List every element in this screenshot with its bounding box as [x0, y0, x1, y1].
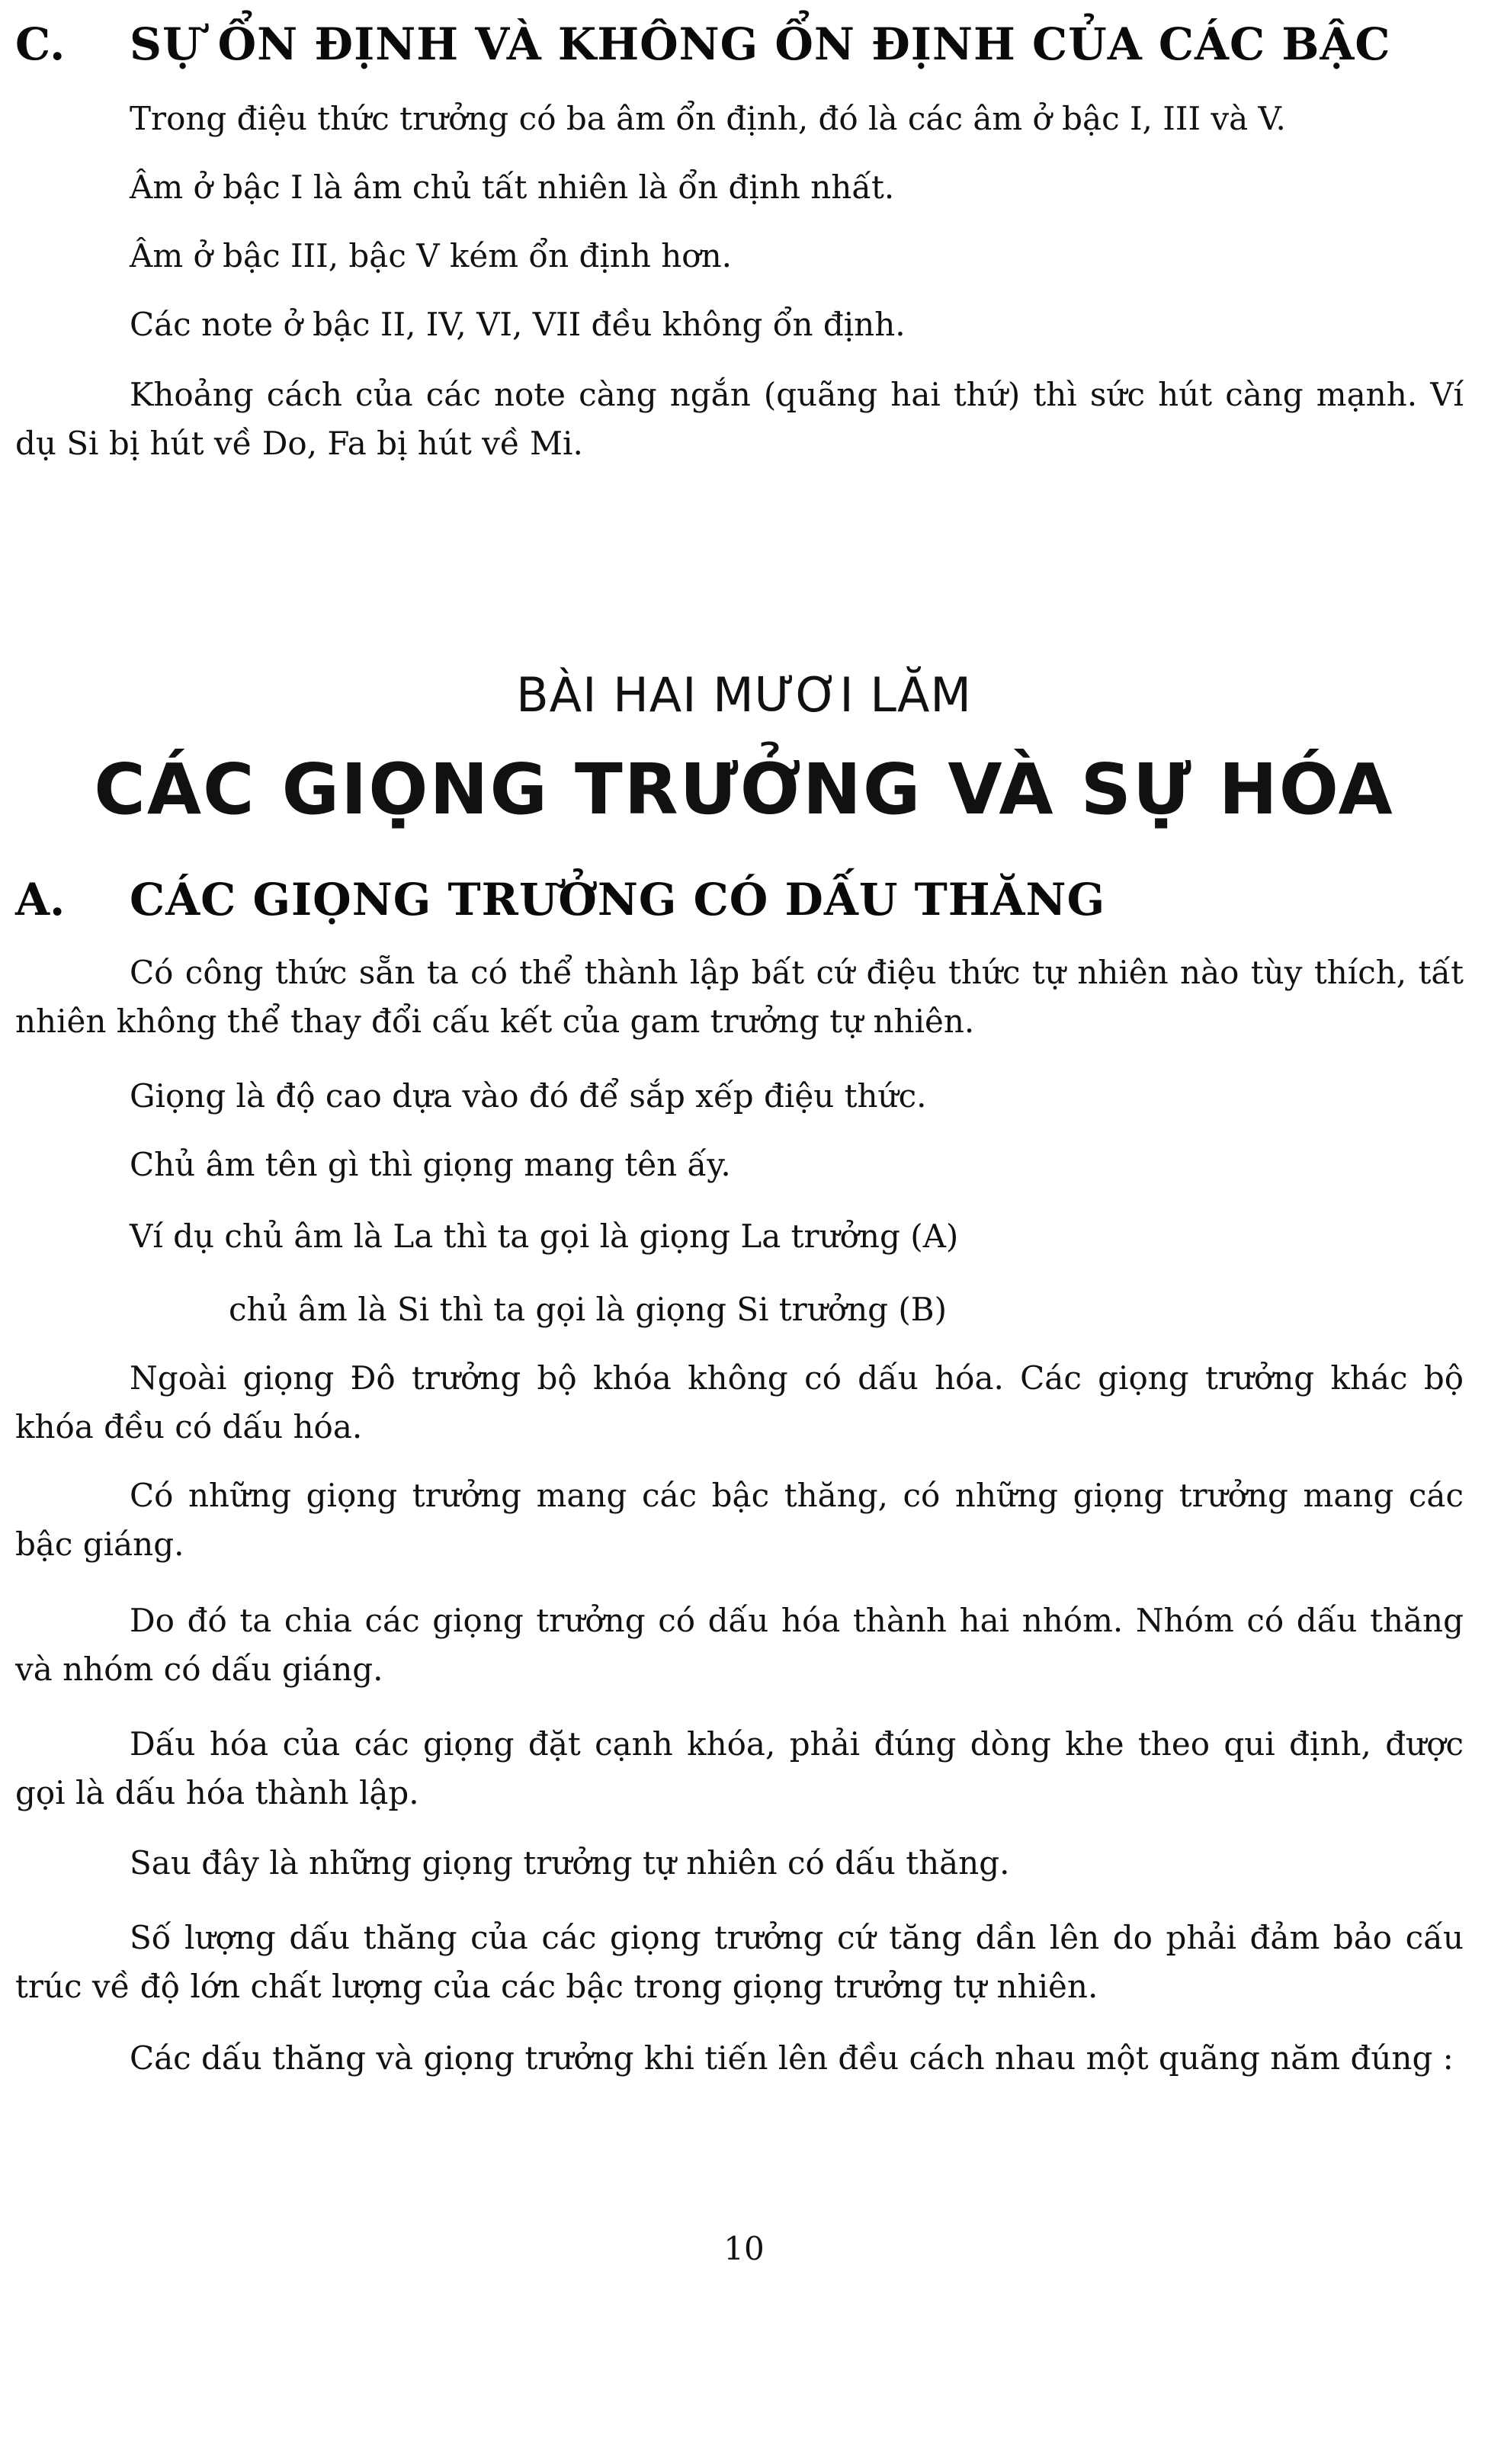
lesson-label: BÀI HAI MƯƠI LĂM — [516, 667, 972, 723]
section-c-letter: C. — [15, 18, 66, 70]
lesson-title: CÁC GIỌNG TRƯỞNG VÀ SỰ HÓA — [94, 749, 1394, 830]
section-a-paragraph-7: Các dấu thăng và giọng trưởng khi tiến lên đều cách nhau một quãng năm đúng : — [130, 2039, 1454, 2077]
section-a-line-5: Sau đây là những giọng trưởng tự nhiên có dấu thăng. — [130, 1844, 1010, 1882]
section-a-paragraph-1: Có công thức sẵn ta có thể thành lập bất cứ điệu thức tự nhiên nào tùy thích, tất nhiên không thể thay đổi cấu kết của gam trưởng tự nhiên. — [15, 954, 1464, 1040]
section-a-line-4: chủ âm là Si thì ta gọi là giọng Si trưởng (B) — [229, 1291, 947, 1328]
section-a-paragraph-3: Có những giọng trưởng mang các bậc thăng, có những giọng trưởng mang các bậc giáng. — [15, 1477, 1464, 1563]
page-number: 10 — [723, 2230, 765, 2267]
section-a-paragraph-5: Dấu hóa của các giọng đặt cạnh khóa, phải đúng dòng khe theo qui định, được gọi là dấu hóa thành lập. — [15, 1725, 1464, 1811]
section-c-line-2: Âm ở bậc I là âm chủ tất nhiên là ổn định nhất. — [130, 168, 895, 206]
section-c-paragraph: Khoảng cách của các note càng ngắn (quãng hai thứ) thì sức hút càng mạnh. Ví dụ Si bị hút về Do, Fa bị hút về Mi. — [15, 376, 1464, 462]
section-a-heading — [15, 869, 1464, 930]
section-a-letter: A. — [15, 874, 66, 926]
section-c-heading-text: SỰ ỔN ĐỊNH VÀ KHÔNG ỔN ĐỊNH CỦA CÁC BẬC — [130, 18, 1391, 70]
section-a-line-2: Chủ âm tên gì thì giọng mang tên ấy. — [130, 1146, 731, 1183]
section-c-heading — [15, 14, 1464, 75]
section-a-paragraph-6: Số lượng dấu thăng của các giọng trưởng cứ tăng dần lên do phải đảm bảo cấu trúc về độ lớn chất lượng của các bậc trong giọng trưởng tự nhiên. — [15, 1919, 1464, 2005]
section-a-line-1: Giọng là độ cao dựa vào đó để sắp xếp điệu thức. — [130, 1077, 927, 1115]
section-a-paragraph-4: Do đó ta chia các giọng trưởng có dấu hóa thành hai nhóm. Nhóm có dấu thăng và nhóm có dấu giáng. — [15, 1602, 1464, 1688]
section-a-line-3: Ví dụ chủ âm là La thì ta gọi là giọng La trưởng (A) — [130, 1218, 959, 1255]
section-a-heading-text: CÁC GIỌNG TRƯỞNG CÓ DẤU THĂNG — [130, 874, 1106, 926]
section-c-line-3: Âm ở bậc III, bậc V kém ổn định hơn. — [130, 237, 732, 274]
section-a-paragraph-2: Ngoài giọng Đô trưởng bộ khóa không có dấu hóa. Các giọng trưởng khác bộ khóa đều có dấu hóa. — [15, 1359, 1464, 1445]
section-c-line-1: Trong điệu thức trưởng có ba âm ổn định, đó là các âm ở bậc I, III và V. — [130, 100, 1286, 137]
section-c-line-4: Các note ở bậc II, IV, VI, VII đều không ổn định. — [130, 306, 906, 343]
